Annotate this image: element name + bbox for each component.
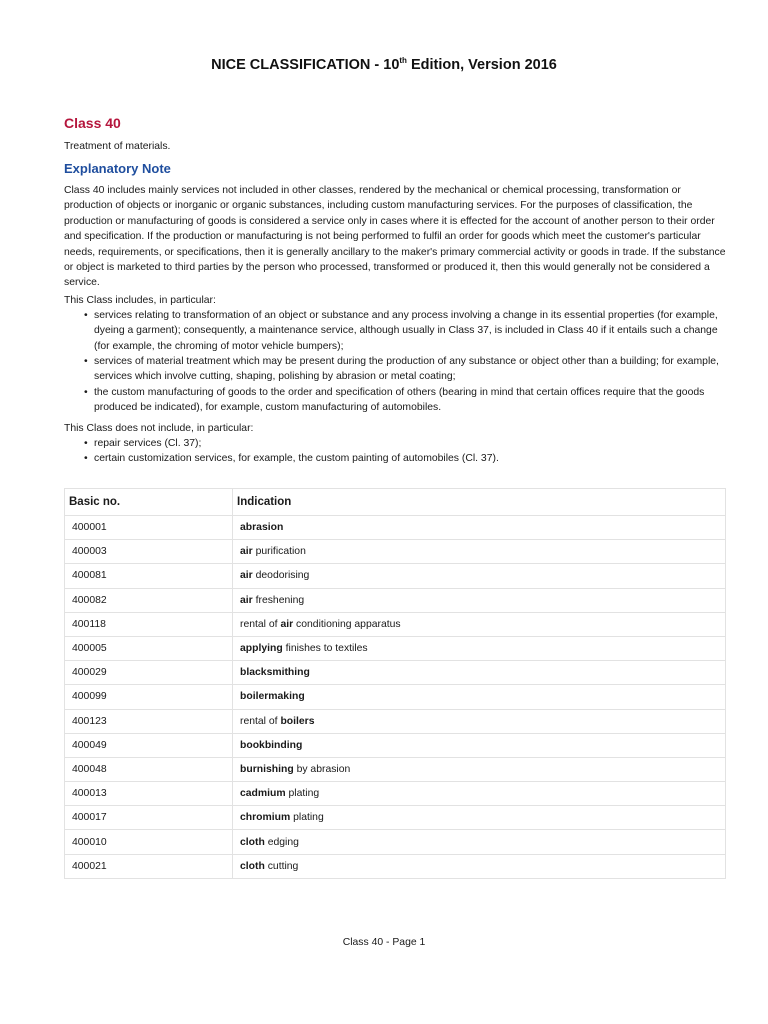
indication-keyword: bookbinding xyxy=(240,739,303,751)
page-title xyxy=(0,57,768,73)
indication-keyword: cloth xyxy=(240,860,265,872)
table-row xyxy=(65,806,726,830)
indication-keyword: cadmium xyxy=(240,788,286,800)
class-heading: Class 40 xyxy=(64,115,121,131)
indication-post: by abrasion xyxy=(293,763,351,775)
page-footer: Class 40 - Page 1 xyxy=(342,937,426,948)
table-row xyxy=(65,564,726,588)
table-row xyxy=(65,685,726,709)
indication-pre: rental of xyxy=(240,618,281,630)
indication xyxy=(233,588,726,612)
includes-list xyxy=(64,308,726,416)
indication-post: finishes to textiles xyxy=(282,643,368,655)
indication-post: cutting xyxy=(264,860,299,872)
indication xyxy=(233,516,726,540)
indication-keyword: boilers xyxy=(280,715,315,727)
indication xyxy=(233,612,726,636)
indication-post: deodorising xyxy=(252,570,310,582)
explanatory-note-paragraph: Class 40 includes mainly services not included in other classes, rendered by the mechanical or chemical processing, transformation or production of objects or inorganic or organic substances, including custom manufacturing services. For the purposes of classification, the production or manufacturing of goods is considered a service only in cases where it is effected for the account of another person to their order and specification. If the production or manufacturing is not being performed to fulfil an order for goods which meet the customer's particular needs, requirements, or specifications, then it is generally ancillary to the maker's primary commercial activity or goods in trade. If the substance or object is marketed to third parties by the person who processed, transformed or produced it, then this would generally not be considered a service. xyxy=(64,185,726,289)
basic-number: 400013 xyxy=(65,782,233,806)
indication xyxy=(233,709,726,733)
excludes-item: • certain customization services, for example, the custom painting of automobiles (Cl. 37). xyxy=(84,451,726,466)
excludes-list xyxy=(64,436,726,467)
indication xyxy=(233,685,726,709)
indication-post: freshening xyxy=(252,594,305,606)
indication-keyword: burnishing xyxy=(240,763,294,775)
indication-post: conditioning apparatus xyxy=(293,618,401,630)
indication-keyword: blacksmithing xyxy=(240,667,310,679)
table-row xyxy=(65,854,726,878)
table-row xyxy=(65,588,726,612)
basic-number: 400048 xyxy=(65,757,233,781)
indication-post: purification xyxy=(252,546,306,558)
title-main: NICE CLASSIFICATION - 10 xyxy=(211,57,400,73)
table-row xyxy=(65,782,726,806)
basic-number: 400099 xyxy=(65,685,233,709)
indication xyxy=(233,757,726,781)
table-header-row xyxy=(65,489,726,516)
basic-number: 400082 xyxy=(65,588,233,612)
indication xyxy=(233,564,726,588)
table-row xyxy=(65,709,726,733)
excludes-item: • repair services (Cl. 37); xyxy=(84,436,726,451)
basic-number: 400010 xyxy=(65,830,233,854)
indication xyxy=(233,733,726,757)
indication xyxy=(233,540,726,564)
basic-number: 400081 xyxy=(65,564,233,588)
basic-number: 400001 xyxy=(65,516,233,540)
indication-keyword: air xyxy=(240,594,253,606)
includes-label: This Class includes, in particular: xyxy=(64,294,216,306)
table-row xyxy=(65,661,726,685)
basic-number: 400049 xyxy=(65,733,233,757)
includes-item: • services of material treatment which may be present during the production of any substance or object other than a building; for example, services which involve cutting, shaping, polishing by abrasion or metal coating; xyxy=(84,354,726,385)
title-superscript: th xyxy=(399,56,407,66)
indication-keyword: chromium xyxy=(240,812,291,824)
indication xyxy=(233,661,726,685)
basic-number: 400017 xyxy=(65,806,233,830)
class-content xyxy=(64,114,726,473)
indication-post: plating xyxy=(285,788,320,800)
table-row xyxy=(65,733,726,757)
indication-keyword: applying xyxy=(240,643,283,655)
table-row xyxy=(65,516,726,540)
indication xyxy=(233,636,726,660)
table-row xyxy=(65,540,726,564)
indication xyxy=(233,806,726,830)
basic-number: 400029 xyxy=(65,661,233,685)
explanatory-note-heading: Explanatory Note xyxy=(64,161,171,176)
basic-number: 400005 xyxy=(65,636,233,660)
table-row xyxy=(65,612,726,636)
includes-item: • services relating to transformation of an object or substance and any process involving a change in its essential properties (for example, dyeing a garment); consequently, a maintenance service, although usually in Class 37, is included in Class 40 if it entails such a change (for example, the chroming of motor vehicle bumpers); xyxy=(84,308,726,354)
includes-item: • the custom manufacturing of goods to the order and specification of others (bearing in mind that certain offices require that the goods produced be indicated), for example, custom manufacturing of automobiles. xyxy=(84,385,726,416)
indication-keyword: cloth xyxy=(240,836,265,848)
indication-keyword: air xyxy=(240,570,253,582)
indication-keyword: air xyxy=(240,546,253,558)
basic-number: 400118 xyxy=(65,612,233,636)
excludes-label: This Class does not include, in particular: xyxy=(64,422,254,434)
title-rest: Edition, Version 2016 xyxy=(406,57,557,73)
indication xyxy=(233,782,726,806)
table-row xyxy=(65,830,726,854)
header-basic-no: Basic no. xyxy=(65,489,233,516)
table-body xyxy=(65,516,726,879)
basic-number: 400123 xyxy=(65,709,233,733)
indication xyxy=(233,830,726,854)
header-indication: Indication xyxy=(233,489,726,516)
basic-number: 400003 xyxy=(65,540,233,564)
basic-number: 400021 xyxy=(65,854,233,878)
indication xyxy=(233,854,726,878)
indication-post: edging xyxy=(264,836,299,848)
indication-pre: rental of xyxy=(240,715,281,727)
indication-keyword: boilermaking xyxy=(240,691,305,703)
indication-keyword: air xyxy=(280,618,294,630)
indication-table xyxy=(64,488,726,879)
class-description: Treatment of materials. xyxy=(64,141,171,152)
table-row xyxy=(65,636,726,660)
table-row xyxy=(65,757,726,781)
indication-keyword: abrasion xyxy=(240,522,284,534)
indication-post: plating xyxy=(290,812,324,824)
